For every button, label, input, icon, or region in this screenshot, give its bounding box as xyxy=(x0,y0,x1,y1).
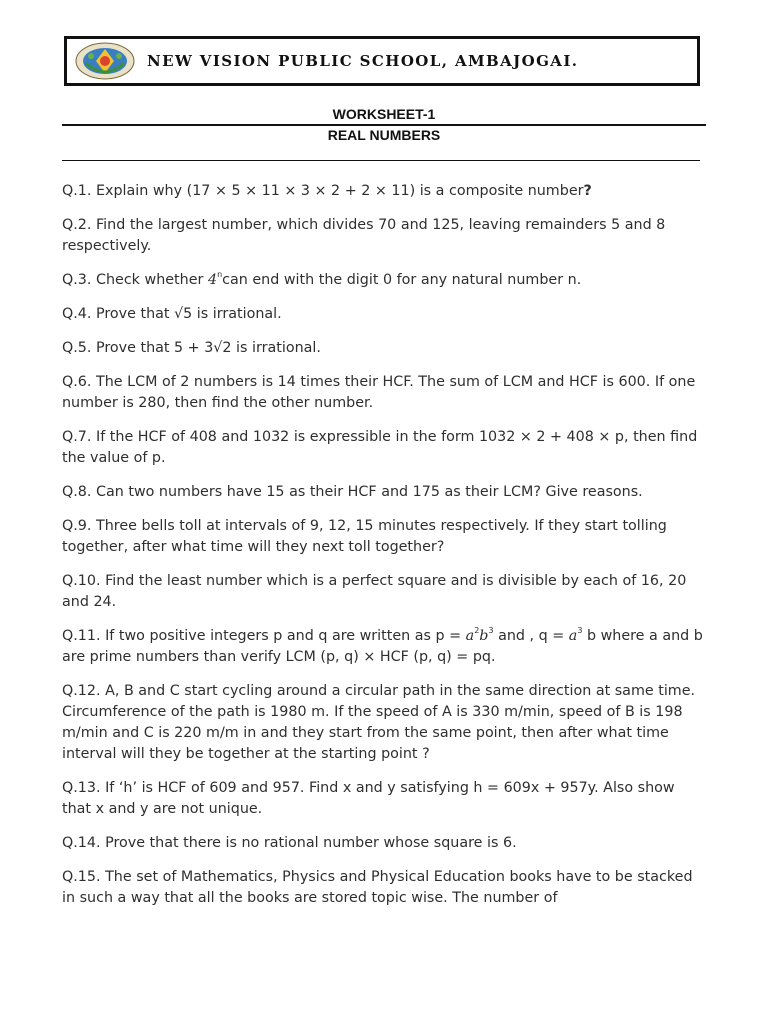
question-13: Q.13. If ‘h’ is HCF of 609 and 957. Find x and y satisfying h = 609x + 957y. Also show that x and y are not unique. xyxy=(62,780,675,817)
question-4: Q.4. Prove that √5 is irrational. xyxy=(62,306,282,322)
question-12: Q.12. A, B and C start cycling around a circular path in the same direction at same time. Circumference of the path is 1980 m. If the speed of A is 330 m/min, speed of B is 198 m/min and C is 220 m/m in and they start from the same point, then after what time interval will they be together at the starting point ? xyxy=(62,683,696,762)
question-3: Q.3. Check whether 4$^n$can end with the digit 0 for any natural number n. xyxy=(62,270,582,288)
question-15: Q.15. The set of Mathematics, Physics and Physical Education books have to be stacked in such a way that all the books are stored topic wise. The number of xyxy=(62,869,693,906)
school-header-banner xyxy=(64,36,700,86)
question-5: Q.5. Prove that 5 + 3√2 is irrational. xyxy=(62,340,321,356)
school-logo-icon xyxy=(73,41,137,81)
question-6: Q.6. The LCM of 2 numbers is 14 times their HCF. The sum of LCM and HCF is 600. If one number is 280, then find the other number. xyxy=(62,374,696,411)
question-9: Q.9. Three bells toll at intervals of 9, 12, 15 minutes respectively. If they start tolling together, after what time will they next toll together? xyxy=(62,518,667,555)
question-14: Q.14. Prove that there is no rational number whose square is 6. xyxy=(62,835,517,851)
title-divider xyxy=(62,124,706,126)
question-10: Q.10. Find the least number which is a perfect square and is divisible by each of 16, 20 and 24. xyxy=(62,573,687,610)
question-1: Q.1. Explain why (17 × 5 × 11 × 3 × 2 + 2 × 11) is a composite number? xyxy=(62,183,592,199)
worksheet-subject: REAL NUMBERS xyxy=(327,127,441,143)
question-11: Q.11. If two positive integers p and q are written as $p = a^2b^3$ and , $q = a^3$ b where a and b are prime numbers than verify LCM (p, q) × HCF (p, q) = pq. xyxy=(62,626,703,665)
worksheet-title: WORKSHEET-1 xyxy=(332,106,436,122)
question-list xyxy=(62,181,708,922)
question-7: Q.7. If the HCF of 408 and 1032 is expressible in the form 1032 × 2 + 408 × p, then find the value of p. xyxy=(62,429,698,466)
question-8: Q.8. Can two numbers have 15 as their HCF and 175 as their LCM? Give reasons. xyxy=(62,484,643,500)
question-2: Q.2. Find the largest number, which divides 70 and 125, leaving remainders 5 and 8 respectively. xyxy=(62,217,666,254)
school-name: NEW VISION PUBLIC SCHOOL, AMBAJOGAI. xyxy=(147,52,579,70)
header-underline-divider xyxy=(62,160,700,161)
